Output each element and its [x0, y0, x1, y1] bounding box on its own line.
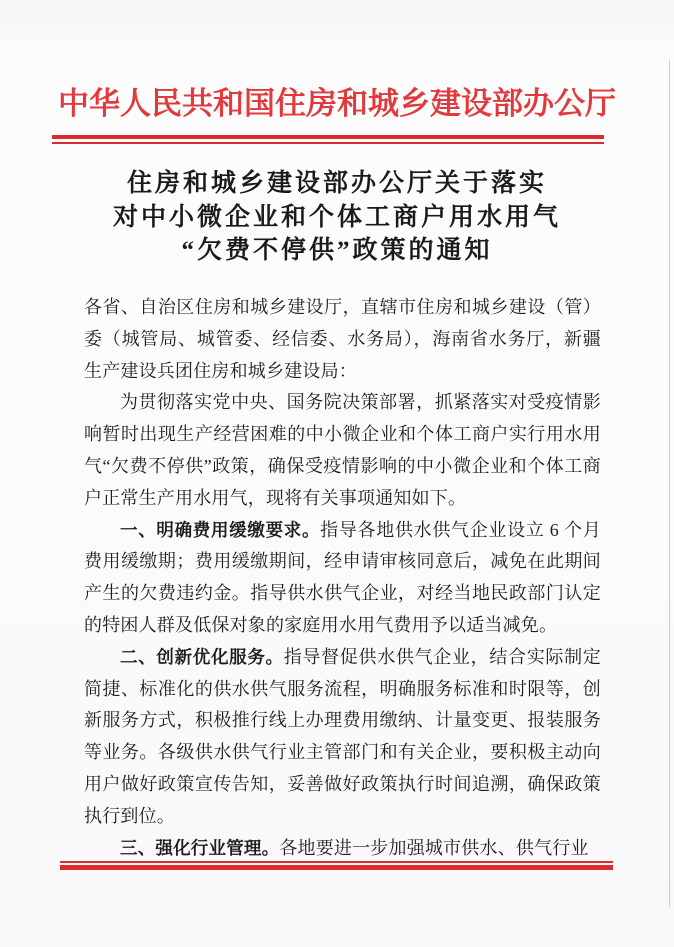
- letterhead-title: 中华人民共和国住房和城乡建设部办公厅: [58, 86, 616, 121]
- paragraph-lead: 一、明确费用缓缴要求。: [120, 519, 321, 540]
- title-line-1: 住房和城乡建设部办公厅关于落实: [126, 170, 547, 197]
- page-bottom-divider-thin: [60, 861, 613, 863]
- title-line-2: 对中小微企业和个体工商户用水用气: [112, 203, 561, 231]
- paragraph-text: 指导督促供水供气企业，结合实际制定简捷、标准化的供水供气服务流程，明确服务标准和时限等，创新服务方式，积极推行线上办理费用缴纳、计量变更、报装服务等业务。各级供水供气行业主管部门和有关企业，要积极主动向用户做好政策宣传告知，妥善做好政策执行时间追溯，确保政策执行到位。: [84, 646, 601, 826]
- paragraph-lead: 二、创新优化服务。: [120, 646, 284, 667]
- letterhead-divider-thick: [52, 135, 604, 139]
- paragraph-section-2: [84, 642, 601, 833]
- paragraph-opening: [84, 387, 601, 514]
- paragraph-lead: 三、强化行业管理。: [120, 837, 280, 858]
- paragraph-section-3: [84, 833, 601, 865]
- salutation: 各省、自治区住房和城乡建设厅，直辖市住房和城乡建设（管）委（城管局、城管委、经信委、水务局），海南省水务厅，新疆生产建设兵团住房和城乡建设局：: [84, 297, 601, 381]
- page-bottom-divider-thick: [60, 865, 613, 870]
- paragraph-text: 各地要进一步加强城市供水、供气行业: [279, 837, 589, 858]
- scan-page-edge: [669, 60, 670, 907]
- title-line-3: “欠费不停供”政策的通知: [181, 237, 493, 264]
- paragraph-text: 指导各地供水供气企业设立 6 个月费用缓缴期；费用缓缴期间，经申请审核同意后，减免在此期间产生的欠费违约金。指导供水供气企业，对经当地民政部门认定的特困人群及低保对象的家庭用水用气费用予以适当减免。: [84, 519, 601, 635]
- document-title: [0, 167, 674, 268]
- paragraph-text: 为贯彻落实党中央、国务院决策部署，抓紧落实对受疫情影响暂时出现生产经营困难的中小微企业和个体工商户实行用水用气“欠费不停供”政策，确保受疫情影响的中小微企业和个体工商户正常生产用水用气，现将有关事项通知如下。: [84, 392, 601, 508]
- letterhead-divider-thin: [52, 142, 604, 144]
- document-body: [84, 292, 601, 864]
- paragraph-section-1: [84, 515, 601, 642]
